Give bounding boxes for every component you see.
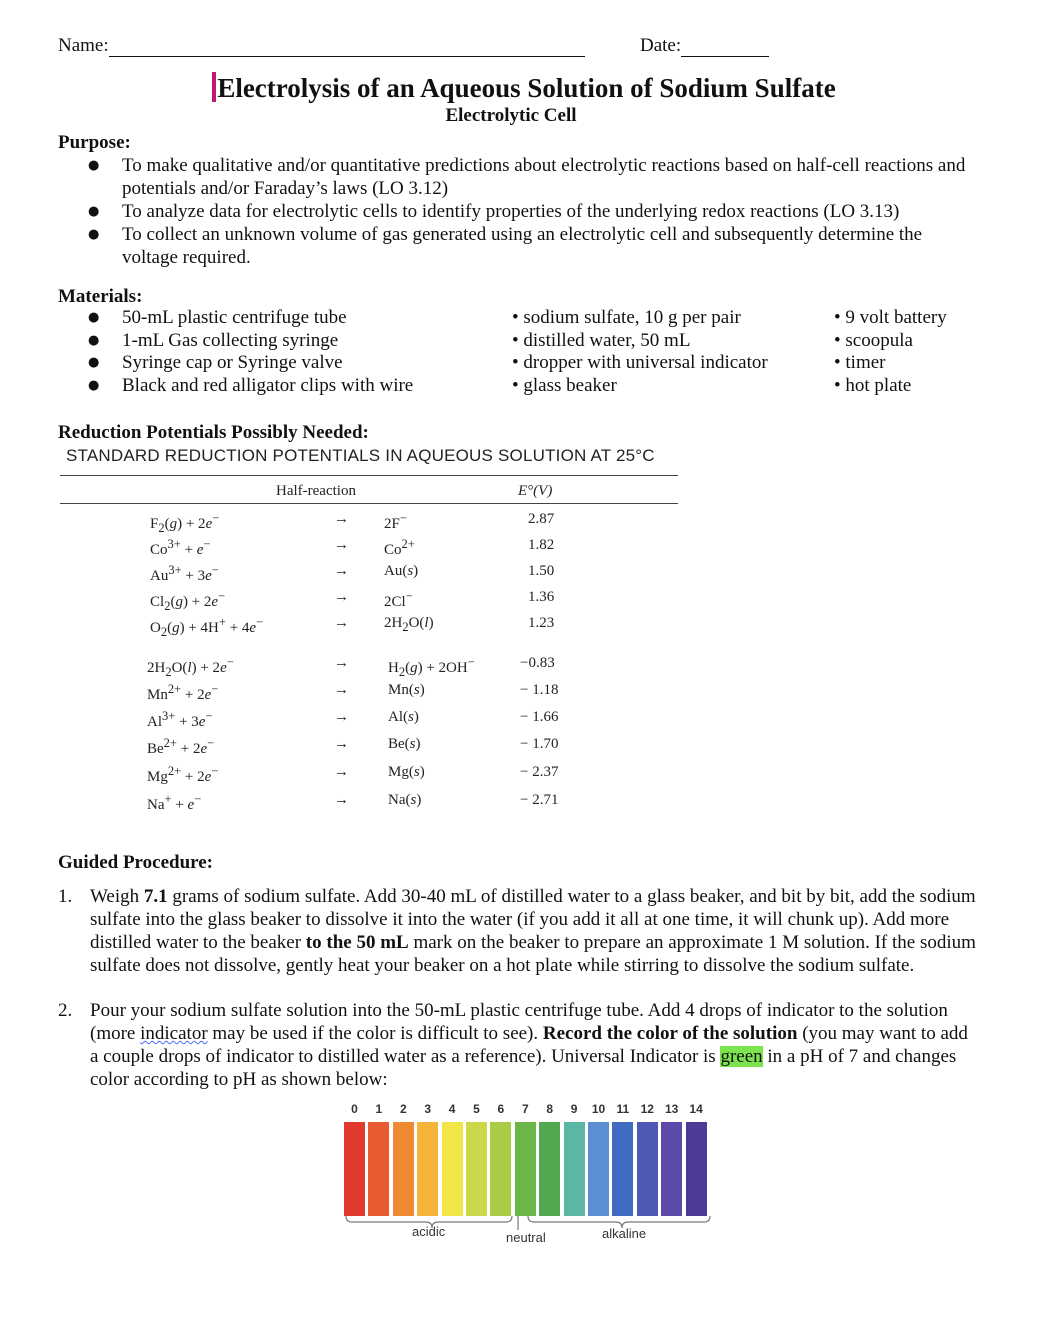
reaction-arrow: → bbox=[334, 537, 349, 553]
table-row-reactant: $F_2(g) + 2e^-$ bbox=[150, 511, 220, 535]
ph-number: 5 bbox=[473, 1102, 480, 1116]
list-item: • distilled water, 50 mL bbox=[512, 329, 691, 351]
ph-number: 2 bbox=[399, 1102, 407, 1116]
table-title: STANDARD REDUCTION POTENTIALS IN AQUEOUS SOLUTION AT 25°C bbox=[66, 446, 655, 465]
materials-col-2 bbox=[512, 307, 802, 397]
table-row-product: Mg(s) bbox=[388, 764, 425, 780]
ph-number: 13 bbox=[665, 1102, 679, 1116]
col-header-half-reaction: Half-reaction bbox=[276, 483, 356, 499]
list-item: • dropper with universal indicator bbox=[512, 352, 768, 373]
ph-bar-12 bbox=[637, 1122, 658, 1216]
list-item: • hot plate bbox=[834, 374, 912, 396]
ph-number: 6 bbox=[497, 1102, 505, 1116]
ph-bar-0 bbox=[344, 1122, 365, 1216]
list-item: • 9 volt battery bbox=[834, 307, 947, 328]
procedure-heading: Guided Procedure: bbox=[58, 852, 213, 873]
date-label: Date: bbox=[640, 35, 682, 56]
text-cursor bbox=[212, 72, 216, 102]
alkaline-label: alkaline bbox=[602, 1226, 647, 1241]
page-subtitle: Electrolytic Cell bbox=[445, 105, 577, 126]
bullet-icon: ● bbox=[88, 158, 100, 173]
ph-number: 1 bbox=[375, 1102, 383, 1116]
name-blank bbox=[109, 37, 585, 57]
step-text: Pour your sodium sulfate solution into the 50-mL plastic centrifuge tube. Add 4 drops of indicator to the solution (more indicator may be used if the color is difficult to see). Record the color of the solution (you may want to add a couple drops of indicator to distilled water as a reference). Universal Indicator is green in a pH of 7 and changes color according to pH as shown below: bbox=[90, 1000, 968, 1090]
ph-number: 10 bbox=[591, 1102, 606, 1116]
list-item: ● Black and red alligator clips with wire bbox=[58, 375, 498, 398]
table-row-product: Mn(s) bbox=[388, 682, 425, 698]
procedure-step-1 bbox=[58, 885, 978, 977]
reaction-arrow: → bbox=[334, 615, 349, 631]
ph-bar-6 bbox=[490, 1122, 511, 1216]
list-item: • sodium sulfate, 10 g per pair bbox=[512, 307, 741, 328]
table-row-reactant: $Be^{2+} + 2e^-$ bbox=[147, 736, 215, 757]
table-row-potential: − 1.66 bbox=[520, 709, 559, 725]
table-row-potential: 1.50 bbox=[528, 563, 555, 579]
materials-heading: Materials: bbox=[58, 286, 143, 307]
table-row-reactant: $O_2(g) + 4H^+ + 4e^-$ bbox=[150, 615, 264, 639]
list-item: ● 50-mL plastic centrifuge tube bbox=[58, 307, 498, 330]
table-row-product: Al(s) bbox=[388, 709, 419, 725]
table-row-product: $H_2(g) + 2OH^-$ bbox=[388, 655, 475, 679]
table-row-product: $2H_2O(l)$ bbox=[384, 615, 434, 634]
step-number: 2. bbox=[58, 1000, 73, 1021]
highlighted-word: green bbox=[720, 1046, 763, 1067]
ph-number: 7 bbox=[521, 1102, 529, 1116]
reaction-arrow: → bbox=[334, 792, 349, 808]
table-row-potential: − 2.71 bbox=[520, 792, 559, 808]
table-row-reactant: $2H_2O(l) + 2e^-$ bbox=[147, 655, 234, 679]
list-item: • timer bbox=[834, 352, 886, 373]
date-field bbox=[640, 34, 769, 57]
table-row-potential: − 1.18 bbox=[520, 682, 559, 698]
reaction-arrow: → bbox=[334, 682, 349, 698]
table-top-rule bbox=[60, 475, 678, 476]
bullet-icon: ● bbox=[88, 377, 100, 393]
list-item: ● To make qualitative and/or quantitative predictions about electrolytic reactions based on half-cell reactions and potentials and/or Faraday’s laws (LO 3.12) bbox=[58, 154, 998, 200]
ph-bar-14 bbox=[686, 1122, 707, 1216]
table-row-potential: 2.87 bbox=[528, 511, 555, 527]
table-row-reactant: $Cl_2(g) + 2e^-$ bbox=[150, 589, 226, 613]
table-row-reactant: $Al^{3+} + 3e^-$ bbox=[147, 709, 213, 730]
ph-bar-8 bbox=[539, 1122, 560, 1216]
spellcheck-word: indicator bbox=[140, 1023, 208, 1044]
table-row-product: Be(s) bbox=[388, 736, 421, 752]
ph-number: 4 bbox=[448, 1102, 456, 1116]
reaction-arrow: → bbox=[334, 709, 349, 725]
ph-bar-9 bbox=[564, 1122, 585, 1216]
reaction-arrow: → bbox=[334, 736, 349, 752]
table-row-reactant: $Mg^{2+} + 2e^-$ bbox=[147, 764, 219, 785]
ph-number: 9 bbox=[570, 1102, 578, 1116]
table-header-rule bbox=[60, 503, 678, 504]
procedure-step-2 bbox=[58, 999, 978, 1091]
ph-number: 8 bbox=[546, 1102, 554, 1116]
table-row-potential: 1.82 bbox=[528, 537, 555, 553]
reaction-arrow: → bbox=[334, 655, 349, 671]
table-row-product: 2Cl− bbox=[384, 589, 413, 610]
list-item: • glass beaker bbox=[512, 374, 617, 396]
name-field bbox=[58, 34, 585, 57]
acidic-label: acidic bbox=[412, 1224, 446, 1239]
table-row-potential: 1.36 bbox=[528, 589, 555, 605]
date-blank bbox=[681, 37, 769, 57]
ph-color-scale bbox=[336, 1102, 720, 1252]
bullet-icon: ● bbox=[88, 310, 100, 325]
bullet-icon: ● bbox=[88, 355, 100, 370]
step-number: 1. bbox=[58, 886, 73, 907]
table-row-reactant: $Mn^{2+} + 2e^-$ bbox=[147, 682, 219, 703]
ph-bar-4 bbox=[442, 1122, 463, 1216]
neutral-label: neutral bbox=[506, 1230, 546, 1245]
reaction-arrow: → bbox=[334, 511, 349, 527]
ph-bar-11 bbox=[612, 1122, 633, 1216]
ph-bar-2 bbox=[393, 1122, 414, 1216]
reaction-arrow: → bbox=[334, 764, 349, 780]
ph-bar-7 bbox=[515, 1122, 536, 1216]
reaction-arrow: → bbox=[334, 589, 349, 605]
step-text: Weigh 7.1 grams of sodium sulfate. Add 30-40 mL of distilled water to a glass beaker, and bit by bit, add the sodium sulfate into the glass beaker to dissolve it into the water (if you add it all at one time, it will chunk up). Add more distilled water to the beaker to the 50 mL mark on the beaker to prepare an approximate 1 M solution. If the sodium sulfate does not dissolve, gently heat your beaker on a hot plate while stirring to dissolve the sodium sulfate. bbox=[90, 886, 976, 976]
bullet-icon: ● bbox=[88, 204, 100, 219]
list-item: ● To analyze data for electrolytic cells to identify properties of the underlying redox reactions (LO 3.13) bbox=[58, 200, 998, 223]
ph-number: 12 bbox=[640, 1102, 654, 1116]
reduction-heading: Reduction Potentials Possibly Needed: bbox=[58, 422, 369, 443]
table-row-product: Na(s) bbox=[388, 792, 422, 808]
table-row-reactant: Na+ + e− bbox=[147, 792, 202, 813]
table-row-potential: 1.23 bbox=[528, 615, 555, 631]
ph-bar-3 bbox=[417, 1122, 438, 1216]
list-item: ● To collect an unknown volume of gas generated using an electrolytic cell and subsequently determine the voltage required. bbox=[58, 223, 998, 269]
list-item: ● Syringe cap or Syringe valve bbox=[58, 352, 498, 375]
ph-bar-5 bbox=[466, 1122, 487, 1216]
materials-col-1 bbox=[58, 307, 498, 397]
bullet-icon: ● bbox=[88, 332, 100, 348]
table-row-product: Au(s) bbox=[384, 563, 419, 579]
table-row-product: $Co^{2+}$ bbox=[384, 537, 415, 558]
purpose-list bbox=[58, 154, 998, 269]
bullet-icon: ● bbox=[88, 227, 100, 242]
table-row-product: 2F− bbox=[384, 511, 407, 532]
list-item: • scoopula bbox=[834, 329, 913, 351]
table-row-reactant: $Co^{3+} + e^-$ bbox=[150, 537, 211, 558]
name-label: Name: bbox=[58, 35, 109, 56]
ph-number: 0 bbox=[351, 1102, 358, 1116]
table-row-potential: −0.83 bbox=[520, 655, 555, 671]
ph-number: 11 bbox=[616, 1102, 630, 1116]
table-row-potential: − 2.37 bbox=[520, 764, 559, 780]
list-item: ● 1-mL Gas collecting syringe bbox=[58, 330, 498, 353]
purpose-heading: Purpose: bbox=[58, 132, 131, 153]
page-title: Electrolysis of an Aqueous Solution of Sodium Sulfate bbox=[0, 72, 1048, 104]
ph-bar-1 bbox=[368, 1122, 389, 1216]
materials-col-3 bbox=[834, 307, 1014, 397]
table-row-reactant: $Au^{3+} + 3e^-$ bbox=[150, 563, 219, 584]
ph-number: 3 bbox=[424, 1102, 432, 1116]
ph-bar-10 bbox=[588, 1122, 609, 1216]
col-header-e: E°(V) bbox=[518, 483, 553, 499]
ph-number: 14 bbox=[689, 1102, 703, 1116]
table-row-potential: − 1.70 bbox=[520, 736, 559, 752]
ph-bar-13 bbox=[661, 1122, 682, 1216]
reaction-arrow: → bbox=[334, 563, 349, 579]
